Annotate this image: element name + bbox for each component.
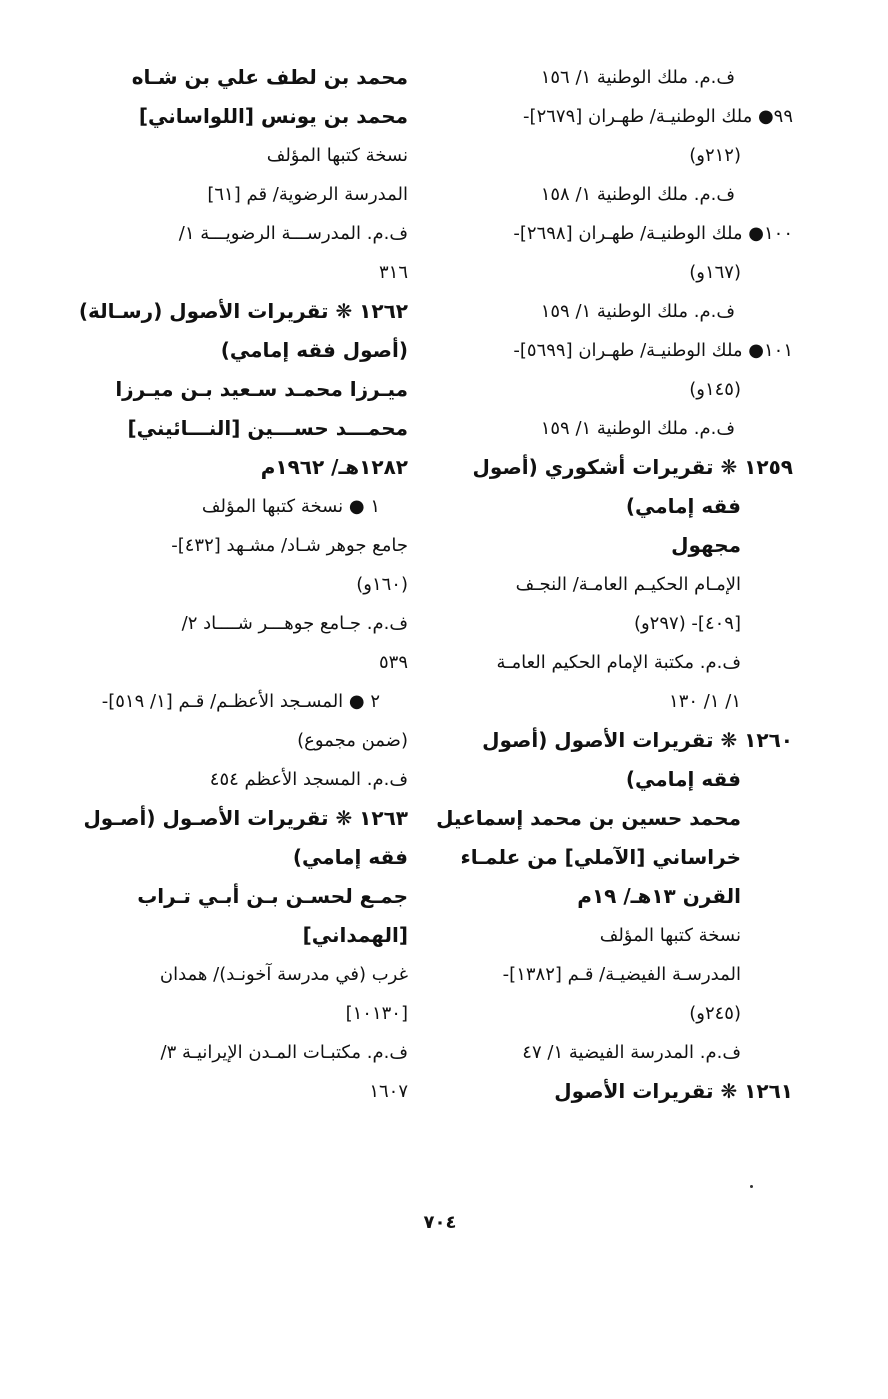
entry-line: ١ ● نسخة كتبها المؤلف: [201, 496, 380, 517]
entry-heading-line: فقه إمامي): [625, 494, 741, 518]
entry-line: ٣١٦: [378, 262, 408, 283]
page-number: ٧٠٤: [423, 1212, 457, 1233]
entry-line: المدرسـة الفيضيـة/ قـم [١٣٨٢]-: [502, 964, 741, 985]
entry-heading-line: ميـرزا محمـد سـعيد بـن ميـرزا: [115, 377, 408, 401]
right-column: [436, 58, 793, 1111]
entry-heading-line: (أصول فقه إمامي): [220, 338, 408, 362]
entry-line: (ضمن مجموع): [297, 730, 408, 751]
entry-line: ف.م. المسجد الأعظم ٤٥٤: [209, 769, 408, 790]
scan-speck: [750, 1185, 753, 1188]
entry-heading-line: جمـع لحسـن بـن أبـي تـراب: [137, 884, 408, 908]
entry-line: (١٦٧و): [689, 262, 741, 283]
entry-line: ف.م. مكتبـات المـدن الإيرانيـة ٣/: [160, 1042, 408, 1063]
entry-line: ٩٩● ملك الوطنيـة/ طهـران [٢٦٧٩]-: [523, 106, 793, 127]
entry-heading-line: محمد بن يونس [اللواساني]: [138, 104, 408, 128]
entry-heading-line: محمد حسين بن محمد إسماعيل: [436, 806, 741, 830]
left-column: [68, 58, 408, 1111]
entry-line: [٤٠٩]- (٢٩٧و): [633, 613, 741, 634]
entry-line: ف.م. جـامع جوهـــر شــــاد ٢/: [181, 613, 408, 634]
entry-heading-line: خراساني [الآملي] من علمـاء: [460, 845, 741, 869]
entry-heading-line: ١٢٦٠ ❋ تقريرات الأصول (أصول: [482, 728, 793, 752]
entry-line: المدرسة الرضوية/ قم [٦١]: [207, 184, 408, 205]
entry-line: نسخة كتبها المؤلف: [266, 145, 408, 166]
entry-heading-line: ١٢٦٢ ❋ تقريرات الأصول (رسـالة): [78, 299, 408, 323]
entry-heading-line: ١٢٨٢هـ/ ١٩٦٢م: [260, 455, 408, 479]
entry-heading-line: [الهمداني]: [302, 923, 408, 947]
entry-heading-line: ١٢٦٣ ❋ تقريرات الأصـول (أصـول: [83, 806, 408, 830]
entry-line: ف.م. ملك الوطنية ١/ ١٥٩: [540, 418, 735, 439]
entry-line: (٢١٢و): [689, 145, 741, 166]
entry-heading-line: فقه إمامي): [625, 767, 741, 791]
entry-line: الإمـام الحكيـم العامـة/ النجـف: [515, 574, 741, 595]
entry-line: جامع جوهر شـاد/ مشـهد [٤٣٢]-: [171, 535, 408, 556]
entry-line: ١/ ١/ ١٣٠: [669, 691, 741, 712]
entry-heading-line: ١٢٦١ ❋ تقريرات الأصول: [554, 1079, 793, 1103]
entry-line: ف.م. المدرســـة الرضويـــة ١/: [178, 223, 408, 244]
entry-line: (١٤٥و): [689, 379, 741, 400]
entry-line: ١٠١● ملك الوطنيـة/ طهـران [٥٦٩٩]-: [513, 340, 793, 361]
entry-line: ١٠٠● ملك الوطنيـة/ طهـران [٢٦٩٨]-: [513, 223, 793, 244]
entry-line: ١٦٠٧: [369, 1081, 408, 1102]
entry-line: (١٦٠و): [356, 574, 408, 595]
entry-line: ف.م. ملك الوطنية ١/ ١٥٩: [540, 301, 735, 322]
entry-heading-line: ١٢٥٩ ❋ تقريرات أشكوري (أصول: [472, 455, 793, 479]
entry-line: ف.م. مكتبة الإمام الحكيم العامـة: [496, 652, 741, 673]
entry-heading-line: القرن ١٣هـ/ ١٩م: [577, 884, 741, 908]
entry-line: ٢ ● المسـجد الأعظـم/ قـم [١/ ٥١٩]-: [101, 691, 380, 712]
entry-heading-line: محمـــد حســـين [النـــائيني]: [127, 416, 408, 440]
entry-line: [١٠١٣٠]: [345, 1003, 408, 1024]
entry-heading-line: مجهول: [671, 533, 741, 557]
entry-line: نسخة كتبها المؤلف: [599, 925, 741, 946]
entry-heading-line: محمد بن لطف علي بن شـاه: [131, 65, 408, 89]
entry-line: ف.م. المدرسة الفيضية ١/ ٤٧: [522, 1042, 741, 1063]
entry-line: ف.م. ملك الوطنية ١/ ١٥٦: [540, 67, 735, 88]
entry-line: غرب (في مدرسة آخونـد)/ همدان: [159, 964, 408, 985]
entry-line: (٢٤٥و): [689, 1003, 741, 1024]
entry-heading-line: فقه إمامي): [292, 845, 408, 869]
entry-line: ٥٣٩: [378, 652, 408, 673]
entry-line: ف.م. ملك الوطنية ١/ ١٥٨: [540, 184, 735, 205]
